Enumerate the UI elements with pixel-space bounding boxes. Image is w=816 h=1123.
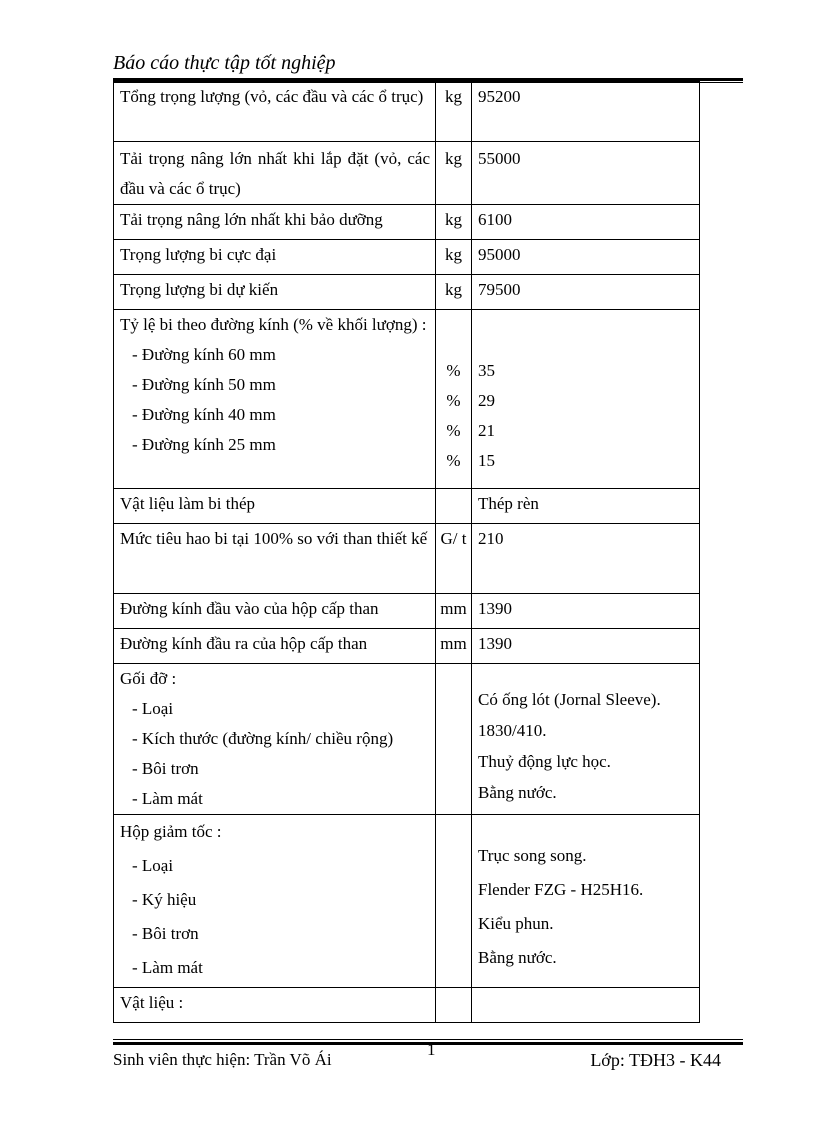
table-row bbox=[114, 664, 700, 815]
row-value: Thép rèn bbox=[472, 489, 700, 524]
table-row bbox=[114, 594, 700, 629]
group-value: Flender FZG - H25H16. bbox=[478, 880, 644, 899]
row-unit-group bbox=[436, 310, 472, 489]
group-item: - Làm mát bbox=[132, 789, 203, 808]
group-unit: % bbox=[446, 361, 461, 380]
row-value: 95000 bbox=[472, 240, 700, 275]
row-unit-empty bbox=[436, 664, 472, 815]
row-label: Trọng lượng bi dự kiến bbox=[114, 275, 436, 310]
row-label: Vật liệu : bbox=[114, 988, 436, 1023]
row-unit bbox=[436, 988, 472, 1023]
group-value: Có ống lót (Jornal Sleeve). bbox=[478, 690, 661, 709]
group-value: Thuỷ động lực học. bbox=[478, 752, 611, 771]
row-value-group bbox=[472, 310, 700, 489]
group-unit: % bbox=[446, 421, 461, 440]
row-value: 95200 bbox=[472, 82, 700, 142]
row-label-group bbox=[114, 310, 436, 489]
group-item: - Kích thước (đường kính/ chiều rộng) bbox=[132, 729, 394, 748]
group-item: - Đường kính 50 mm bbox=[132, 375, 276, 394]
row-label: Đường kính đầu ra của hộp cấp than bbox=[114, 629, 436, 664]
row-label: Tổng trọng lượng (vỏ, các đầu và các ổ trục) bbox=[114, 82, 436, 142]
table-row bbox=[114, 275, 700, 310]
row-unit: kg bbox=[436, 142, 472, 205]
group-value: Bằng nước. bbox=[478, 783, 557, 802]
row-value: 79500 bbox=[472, 275, 700, 310]
row-unit: G/ t bbox=[436, 524, 472, 594]
group-value: 15 bbox=[478, 451, 495, 470]
row-label-group bbox=[114, 664, 436, 815]
row-unit: mm bbox=[436, 629, 472, 664]
group-heading: Tỷ lệ bi theo đường kính (% về khối lượng) : bbox=[120, 315, 427, 334]
table-row bbox=[114, 815, 700, 988]
row-unit: kg bbox=[436, 205, 472, 240]
row-label: Tải trọng nâng lớn nhất khi bảo dưỡng bbox=[114, 205, 436, 240]
row-unit: kg bbox=[436, 275, 472, 310]
group-value: 35 bbox=[478, 361, 495, 380]
group-item: - Làm mát bbox=[132, 958, 203, 977]
group-value: Kiểu phun. bbox=[478, 914, 554, 933]
row-unit: mm bbox=[436, 594, 472, 629]
row-unit-empty bbox=[436, 815, 472, 988]
row-value: 55000 bbox=[472, 142, 700, 205]
table-row bbox=[114, 524, 700, 594]
row-label: Đường kính đầu vào của hộp cấp than bbox=[114, 594, 436, 629]
group-item: - Bôi trơn bbox=[132, 924, 199, 943]
row-unit: kg bbox=[436, 82, 472, 142]
table-row bbox=[114, 988, 700, 1023]
row-value: 210 bbox=[472, 524, 700, 594]
row-label-group bbox=[114, 815, 436, 988]
group-item: - Đường kính 40 mm bbox=[132, 405, 276, 424]
row-label: Tải trọng nâng lớn nhất khi lắp đặt (vỏ, các đầu và các ổ trục) bbox=[114, 142, 436, 205]
row-value-group bbox=[472, 815, 700, 988]
table-row bbox=[114, 629, 700, 664]
footer-student: Sinh viên thực hiện: Trần Võ Ái bbox=[113, 1050, 332, 1069]
table-row bbox=[114, 142, 700, 205]
group-heading: Hộp giảm tốc : bbox=[120, 822, 222, 841]
row-value: 1390 bbox=[472, 629, 700, 664]
group-unit: % bbox=[446, 451, 461, 470]
row-label: Trọng lượng bi cực đại bbox=[114, 240, 436, 275]
table-row bbox=[114, 310, 700, 489]
group-item: - Loại bbox=[132, 699, 174, 718]
spec-table bbox=[113, 81, 700, 1023]
table-row bbox=[114, 205, 700, 240]
group-item: - Đường kính 60 mm bbox=[132, 345, 276, 364]
group-item: - Bôi trơn bbox=[132, 759, 199, 778]
group-value: 29 bbox=[478, 391, 495, 410]
group-item: - Đường kính 25 mm bbox=[132, 435, 276, 454]
row-value bbox=[472, 988, 700, 1023]
row-value: 6100 bbox=[472, 205, 700, 240]
table-row bbox=[114, 489, 700, 524]
footer-class: Lớp: TĐH3 - K44 bbox=[590, 1050, 721, 1070]
row-label: Vật liệu làm bi thép bbox=[114, 489, 436, 524]
row-value-group bbox=[472, 664, 700, 815]
table-row bbox=[114, 240, 700, 275]
group-value: 1830/410. bbox=[478, 721, 547, 740]
group-unit: % bbox=[446, 391, 461, 410]
group-value: Bằng nước. bbox=[478, 948, 557, 967]
row-label: Mức tiêu hao bi tại 100% so với than thiết kế bbox=[114, 524, 436, 594]
row-value: 1390 bbox=[472, 594, 700, 629]
row-unit: kg bbox=[436, 240, 472, 275]
group-item: - Loại bbox=[132, 856, 174, 875]
group-value: Trục song song. bbox=[478, 846, 587, 865]
group-heading: Gối đỡ : bbox=[120, 669, 177, 688]
group-value: 21 bbox=[478, 421, 495, 440]
row-unit bbox=[436, 489, 472, 524]
page-header-title: Báo cáo thực tập tốt nghiệp bbox=[113, 52, 336, 74]
table-row bbox=[114, 82, 700, 142]
footer-page-number: 1 bbox=[427, 1040, 436, 1059]
group-item: - Ký hiệu bbox=[132, 890, 197, 909]
